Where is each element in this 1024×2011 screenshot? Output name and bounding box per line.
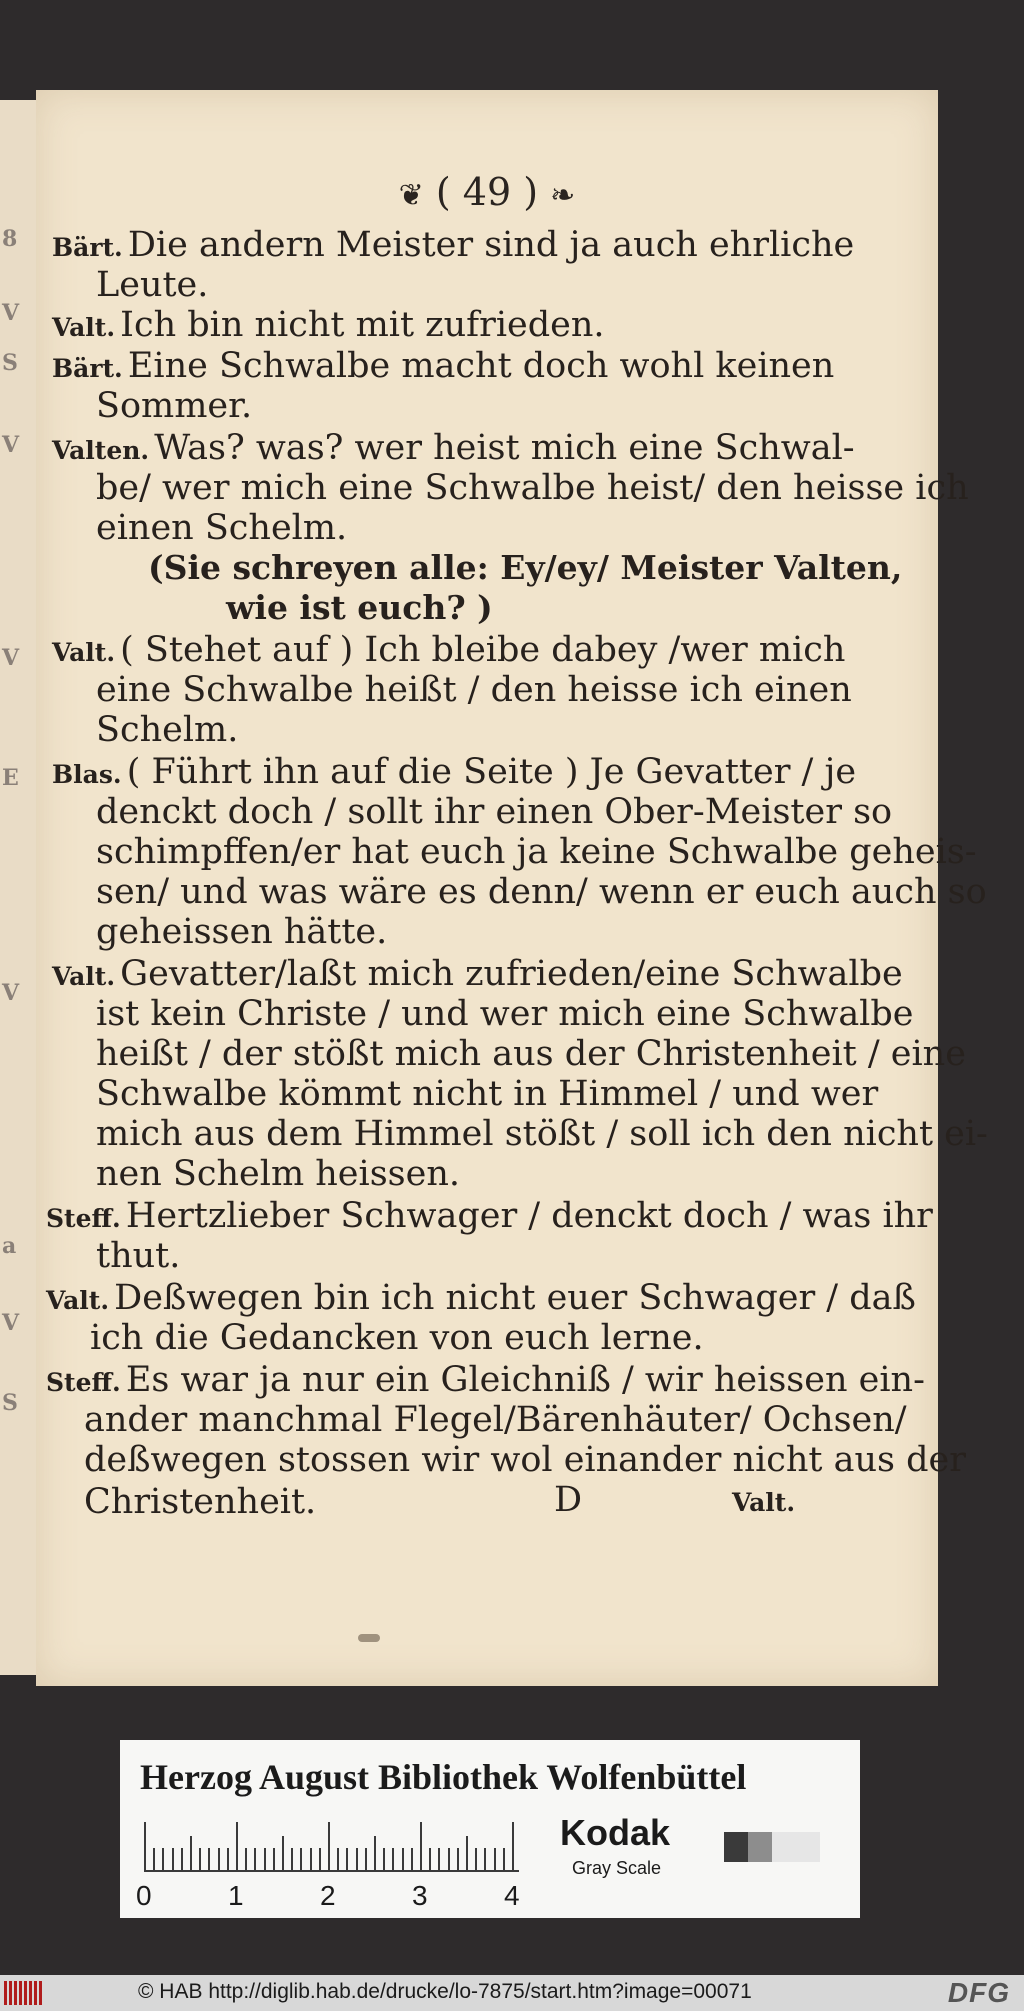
line-text: Ich bin nicht mit zufrieden.: [120, 305, 605, 345]
line-text: heißt / der stößt mich aus der Christenheit / eine: [96, 1034, 966, 1074]
line-text: Hertzlieber Schwager / denckt doch / was ihr: [125, 1196, 933, 1236]
ruler-tick: [190, 1836, 192, 1870]
text-line: [96, 912, 387, 952]
edge-mark: S: [2, 350, 18, 376]
line-text: Christenheit.: [84, 1482, 317, 1522]
ruler-tick: [383, 1848, 385, 1870]
text-line: [52, 305, 605, 345]
line-text: Was? was? wer heist mich eine Schwal-: [154, 428, 855, 468]
text-line: [96, 872, 987, 912]
dfg-logo: DFG: [947, 1977, 1010, 2008]
line-text: mich aus dem Himmel stößt / soll ich den nicht ei-: [96, 1114, 988, 1154]
ruler-tick: [208, 1848, 210, 1870]
text-line: [84, 1482, 316, 1522]
edge-mark: V: [2, 645, 20, 671]
text-line: [90, 1318, 704, 1358]
line-text: Schelm.: [96, 710, 239, 750]
page-number: ( 49 ): [435, 170, 539, 214]
scale-number: 4: [504, 1880, 520, 1911]
line-text: Gevatter/laßt mich zufrieden/eine Schwalbe: [120, 954, 903, 994]
ruler-tick: [181, 1848, 183, 1870]
ruler-tick: [484, 1848, 486, 1870]
text-line: [96, 670, 852, 710]
speaker-label: Valt.: [46, 1286, 110, 1315]
book-page: [36, 90, 988, 1686]
ruler-tick: [310, 1848, 312, 1870]
edge-mark: S: [2, 1390, 18, 1416]
ruler-tick: [438, 1848, 440, 1870]
scale-number: 0: [136, 1880, 152, 1911]
ornament-icon: ❦: [398, 178, 424, 213]
ruler-tick: [162, 1848, 164, 1870]
line-text: deßwegen stossen wir wol einander nicht aus der: [84, 1440, 966, 1480]
line-text: be/ wer mich eine Schwalbe heist/ den heisse ich: [96, 468, 969, 508]
text-line: [96, 1154, 460, 1194]
ruler-tick: [411, 1848, 413, 1870]
scale-ruler: [144, 1824, 519, 1872]
ruler-tick: [420, 1822, 422, 1870]
stage-direction: [226, 588, 493, 627]
text-line: [96, 1034, 966, 1074]
edge-mark: a: [2, 1233, 17, 1259]
line-text: ander manchmal Flegel/Bärenhäuter/ Ochsen/: [84, 1400, 907, 1440]
edge-mark: V: [2, 1310, 20, 1336]
scale-number: 1: [228, 1880, 244, 1911]
text-line: [52, 954, 903, 994]
signature-mark: D: [554, 1480, 583, 1520]
edge-mark: V: [2, 980, 20, 1006]
speaker-label: Steff.: [46, 1368, 121, 1397]
text-line: [46, 1196, 933, 1236]
ruler-baseline: [144, 1870, 519, 1872]
ruler-tick: [254, 1848, 256, 1870]
ruler-tick: [199, 1848, 201, 1870]
ruler-tick: [282, 1836, 284, 1870]
ruler-tick: [144, 1822, 146, 1870]
speaker-label: Valten.: [52, 436, 150, 465]
ruler-tick: [172, 1848, 174, 1870]
line-text: Sommer.: [96, 386, 253, 426]
speaker-label: Bärt.: [52, 233, 123, 262]
text-line: [52, 428, 855, 468]
text-line: [96, 386, 252, 426]
scale-number: 2: [320, 1880, 336, 1911]
ruler-tick: [374, 1836, 376, 1870]
ruler-tick: [273, 1848, 275, 1870]
line-text: Es war ja nur ein Gleichniß / wir heissen ein-: [125, 1360, 925, 1400]
ruler-tick: [503, 1848, 505, 1870]
line-text: Deßwegen bin ich nicht euer Schwager / daß: [114, 1278, 916, 1318]
ruler-tick: [402, 1848, 404, 1870]
library-title: Herzog August Bibliothek Wolfenbüttel: [140, 1757, 747, 1797]
ruler-tick: [328, 1822, 330, 1870]
ruler-tick: [346, 1848, 348, 1870]
ruler-tick: [227, 1848, 229, 1870]
ruler-tick: [153, 1848, 155, 1870]
text-line: [52, 630, 845, 670]
speaker-label: Valt.: [52, 962, 116, 991]
paper-blemish: [358, 1634, 380, 1642]
speaker-label: Valt.: [52, 638, 116, 667]
line-text: einen Schelm.: [96, 508, 348, 548]
copyright-link[interactable]: © HAB http://diglib.hab.de/drucke/lo-7875/start.htm?image=00071: [138, 1980, 752, 2003]
ruler-tick: [475, 1848, 477, 1870]
ruler-tick: [392, 1848, 394, 1870]
previous-page-edge: [0, 100, 36, 1675]
catchword: Valt.: [732, 1488, 796, 1517]
edge-mark: E: [2, 765, 19, 791]
line-text: Eine Schwalbe macht doch wohl keinen: [127, 346, 835, 386]
speaker-label: Steff.: [46, 1204, 121, 1233]
line-text: (Sie schreyen alle: Ey/ey/ Meister Valten,: [148, 548, 903, 587]
speaker-label: Bärt.: [52, 354, 123, 383]
gray-patch: [748, 1832, 772, 1862]
edge-mark: V: [2, 300, 20, 326]
text-line: [96, 1236, 180, 1276]
ruler-tick: [218, 1848, 220, 1870]
gray-patch: [724, 1832, 748, 1862]
ruler-tick: [245, 1848, 247, 1870]
ruler-tick: [494, 1848, 496, 1870]
line-text: wie ist euch? ): [226, 588, 493, 627]
ruler-tick: [300, 1848, 302, 1870]
text-line: [96, 710, 238, 750]
ornament-icon: ❧: [550, 178, 576, 213]
ruler-tick: [337, 1848, 339, 1870]
line-text: schimpffen/er hat euch ja keine Schwalbe geheis-: [96, 832, 977, 872]
ruler-tick: [466, 1836, 468, 1870]
ruler-tick: [319, 1848, 321, 1870]
page-header: [36, 170, 938, 214]
line-text: eine Schwalbe heißt / den heisse ich einen: [96, 670, 852, 710]
line-text: thut.: [96, 1236, 181, 1276]
line-text: Leute.: [96, 265, 209, 305]
line-text: sen/ und was wäre es denn/ wenn er euch auch so: [96, 872, 987, 912]
text-line: [52, 752, 856, 792]
brand-name: Kodak: [560, 1812, 671, 1853]
text-line: [96, 468, 969, 508]
line-text: geheissen hätte.: [96, 912, 388, 952]
text-line: [96, 508, 347, 548]
line-text: Schwalbe kömmt nicht in Himmel / und wer: [96, 1074, 879, 1114]
line-text: denckt doch / sollt ihr einen Ober-Meister so: [96, 792, 893, 832]
line-text: ( Führt ihn auf die Seite ) Je Gevatter / je: [126, 752, 857, 792]
gray-patch: [772, 1832, 820, 1862]
text-line: [46, 1278, 916, 1318]
line-text: Die andern Meister sind ja auch ehrliche: [127, 225, 855, 265]
text-line: [96, 994, 914, 1034]
text-line: [96, 1114, 988, 1154]
scale-number: 3: [412, 1880, 428, 1911]
ruler-tick: [429, 1848, 431, 1870]
ruler-tick: [448, 1848, 450, 1870]
ruler-tick: [457, 1848, 459, 1870]
edge-mark: 8: [2, 226, 18, 252]
text-line: [96, 265, 208, 305]
edge-mark: V: [2, 432, 20, 458]
ruler-tick: [512, 1822, 514, 1870]
text-line: [96, 792, 892, 832]
ruler-tick: [236, 1822, 238, 1870]
color-target: [120, 1740, 860, 1918]
line-text: ist kein Christe / und wer mich eine Schwalbe: [96, 994, 914, 1034]
speaker-label: Valt.: [52, 313, 116, 342]
ruler-tick: [291, 1848, 293, 1870]
text-line: [52, 225, 854, 265]
speaker-label: Blas.: [52, 760, 122, 789]
text-line: [84, 1400, 907, 1440]
text-line: [52, 346, 834, 386]
library-logo-icon: [4, 1981, 44, 2005]
footer-bar: [0, 1975, 1024, 2011]
ruler-tick: [356, 1848, 358, 1870]
ruler-tick: [365, 1848, 367, 1870]
stage-direction: [148, 548, 902, 587]
ruler-tick: [264, 1848, 266, 1870]
line-text: ( Stehet auf ) Ich bleibe dabey /wer mich: [120, 630, 846, 670]
gray-scale-label: Gray Scale: [572, 1858, 662, 1878]
line-text: nen Schelm heissen.: [96, 1154, 461, 1194]
text-line: [96, 1074, 878, 1114]
text-line: [96, 832, 977, 872]
text-line: [84, 1440, 966, 1480]
line-text: ich die Gedancken von euch lerne.: [90, 1318, 704, 1358]
text-line: [46, 1360, 925, 1400]
